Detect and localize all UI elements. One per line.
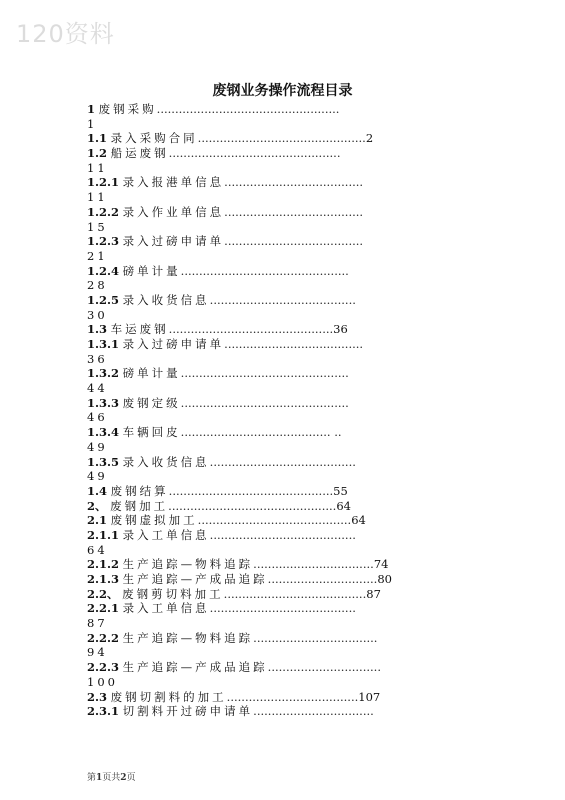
toc-entry-text: 录入过磅申请单 <box>122 337 225 351</box>
toc-entry <box>87 322 487 337</box>
toc-entry-number: 2.2.3 <box>87 660 120 675</box>
toc-entry-leader: ........................................ <box>209 292 356 307</box>
toc-entry-number: 2.2、 <box>87 586 119 601</box>
toc-entry-number: 1.2.1 <box>87 175 120 190</box>
toc-entry-leader: ...................................... <box>224 234 364 249</box>
toc-entry-text: 100 <box>87 674 118 689</box>
toc-entry-leader: ......................................... .. <box>180 425 342 440</box>
toc-entry <box>87 484 487 499</box>
toc-entry-text: 生产追踪—产成品追踪 <box>122 660 268 675</box>
toc-entry-text: 磅单计量 <box>122 263 181 278</box>
document-title: 废钢业务操作流程目录 <box>212 83 353 99</box>
toc-entry-page: 87 <box>366 586 381 601</box>
toc-entry <box>87 425 487 440</box>
toc-entry-text: 30 <box>87 307 108 322</box>
toc-entry-number: 1.3.1 <box>87 337 120 351</box>
toc-entry-text: 44 <box>87 381 108 396</box>
toc-entry <box>87 352 487 367</box>
toc-entry-leader: .............................................. <box>180 263 349 278</box>
toc-entry-text: 废钢采购 <box>98 102 157 116</box>
footer-page-number: 1 <box>96 773 103 783</box>
toc-entry <box>87 117 487 132</box>
toc-entry-leader: ................................. <box>253 557 374 572</box>
toc-entry-number: 2.3 <box>87 689 108 704</box>
toc-entry-text: 录入收货信息 <box>122 292 210 307</box>
toc-entry <box>87 601 487 616</box>
toc-entry-text: 录入报港单信息 <box>122 175 225 190</box>
toc-entry-leader: ............................... <box>267 660 381 675</box>
toc-entry-number: 1.3.3 <box>87 395 120 410</box>
toc-entry-text: 切割料开过磅申请单 <box>122 704 254 719</box>
toc-entry <box>87 499 487 514</box>
toc-entry <box>87 631 487 646</box>
toc-entry-text: 21 <box>87 248 108 263</box>
toc-entry <box>87 440 487 455</box>
toc-entry-number: 1.1 <box>87 131 108 146</box>
toc-entry-text: 车运废钢 <box>110 322 169 337</box>
toc-entry <box>87 220 487 235</box>
toc-entry-text: 录入采购合同 <box>110 131 198 146</box>
toc-entry-number: 2.1.1 <box>87 527 120 542</box>
toc-entry-page: 74 <box>373 557 389 572</box>
toc-entry <box>87 366 487 381</box>
toc-entry-leader: ...................................... <box>224 175 364 190</box>
toc-entry-leader: .............................................. <box>168 498 337 513</box>
toc-entry-page: 55 <box>333 483 348 498</box>
toc-entry-text: 废钢结算 <box>110 483 169 498</box>
toc-entry <box>87 146 487 161</box>
toc-entry <box>87 175 487 190</box>
toc-entry-page: 2 <box>365 131 374 146</box>
toc-entry <box>87 190 487 205</box>
toc-entry-page: 36 <box>333 322 348 337</box>
toc-entry <box>87 572 487 587</box>
toc-entry-leader: .............................................. <box>197 131 366 146</box>
toc-entry-text: 车辆回皮 <box>122 425 181 440</box>
toc-entry <box>87 381 487 396</box>
toc-entry-page: 64 <box>336 498 351 513</box>
toc-entry <box>87 205 487 220</box>
toc-entry <box>87 161 487 176</box>
toc-entry <box>87 102 487 117</box>
toc-entry-leader: ............................................. <box>168 483 334 498</box>
toc-entry-number: 2.2.1 <box>87 601 120 616</box>
toc-entry-leader: .................................... <box>226 689 359 704</box>
toc-entry <box>87 410 487 425</box>
toc-entry <box>87 455 487 470</box>
toc-entry <box>87 469 487 484</box>
toc-entry-text: 1 <box>87 116 98 131</box>
toc-entry-number: 1.4 <box>87 483 108 498</box>
toc-entry-text: 94 <box>87 645 108 660</box>
toc-entry <box>87 513 487 528</box>
toc-entry <box>87 396 487 411</box>
toc-entry-text: 生产追踪—物料追踪 <box>122 630 254 645</box>
toc-entry-text: 15 <box>87 219 108 234</box>
toc-entry-number: 2.2.2 <box>87 630 120 645</box>
toc-entry <box>87 616 487 631</box>
toc-entry <box>87 660 487 675</box>
toc-entry-number: 1.2 <box>87 146 108 161</box>
toc-entry-text: 11 <box>87 190 108 205</box>
footer-prefix: 第 <box>87 773 97 783</box>
toc-entry-text: 船运废钢 <box>110 146 169 161</box>
toc-entry-text: 生产追踪—产成品追踪 <box>122 572 268 586</box>
toc-entry-text: 录入工单信息 <box>122 527 210 542</box>
toc-entry-text: 28 <box>87 278 108 293</box>
toc-entry-text: 64 <box>87 542 108 557</box>
toc-entry <box>87 278 487 293</box>
toc-entry-text: 11 <box>87 160 108 175</box>
toc-entry-leader: ........................................ <box>209 601 356 616</box>
toc-entry-leader: ........................................ <box>209 527 356 542</box>
toc-entry-text: 录入工单信息 <box>122 601 210 616</box>
toc-entry-number: 1.2.4 <box>87 263 120 278</box>
toc-entry-text: 46 <box>87 410 108 425</box>
toc-entry-text: 废钢加工 <box>110 498 169 513</box>
toc-entry-text: 废钢定级 <box>122 395 181 410</box>
toc-entry <box>87 528 487 543</box>
toc-entry-leader: ............................................... <box>168 146 341 161</box>
toc-entry-leader: ................................. <box>253 704 374 719</box>
toc-entry <box>87 690 487 705</box>
toc-entry-leader: .......................................... <box>197 513 352 528</box>
toc-entry-leader: ....................................... <box>223 586 367 601</box>
footer-total-pages: 2 <box>120 773 127 783</box>
toc-entry <box>87 293 487 308</box>
toc-entry-number: 1.3.4 <box>87 425 120 440</box>
toc-entry-text: 录入收货信息 <box>122 454 210 469</box>
toc-entry-number: 1.2.2 <box>87 204 120 219</box>
footer-suffix: 页 <box>126 773 136 783</box>
toc-entry-text: 36 <box>87 351 108 366</box>
toc-entry-text: 录入作业单信息 <box>122 204 225 219</box>
toc-entry <box>87 704 487 719</box>
toc-entry-page: 64 <box>351 513 366 528</box>
toc-entry-text: 87 <box>87 616 108 631</box>
toc-entry-text: 废钢剪切料加工 <box>122 586 224 601</box>
toc-entry <box>87 645 487 660</box>
toc-entry-leader: ...................................... <box>224 337 364 351</box>
footer-mid: 页共 <box>102 773 121 783</box>
toc-entry-leader: .................................. <box>253 630 378 645</box>
toc-entry-leader: .................................................. <box>156 102 340 116</box>
toc-entry-number: 1.2.3 <box>87 234 120 249</box>
toc-entry-page: 80 <box>377 572 392 586</box>
toc-entry <box>87 587 487 602</box>
toc-entry-number: 1.3 <box>87 322 108 337</box>
toc-entry-text: 废钢虚拟加工 <box>110 513 198 528</box>
toc-entry-page: 107 <box>358 689 381 704</box>
toc-entry-number: 2、 <box>87 498 107 513</box>
toc-entry-leader: .............................................. <box>180 395 349 410</box>
toc-entry <box>87 557 487 572</box>
toc-entry-text: 49 <box>87 469 108 484</box>
toc-entry-number: 1.3.5 <box>87 454 120 469</box>
toc-entry-leader: .............................. <box>267 572 378 586</box>
toc-entry-leader: ............................................. <box>168 322 334 337</box>
toc-entry <box>87 131 487 146</box>
toc-entry <box>87 675 487 690</box>
toc-entry-text: 49 <box>87 439 108 454</box>
toc-entry-text: 生产追踪—物料追踪 <box>122 557 254 572</box>
toc-entry <box>87 337 487 352</box>
toc-entry-leader: ...................................... <box>224 204 364 219</box>
table-of-contents <box>87 102 487 719</box>
toc-entry-text: 废钢切割料的加工 <box>110 689 227 704</box>
toc-entry <box>87 308 487 323</box>
toc-entry-number: 2.3.1 <box>87 704 120 719</box>
toc-entry-number: 1.2.5 <box>87 292 120 307</box>
page-footer <box>87 770 136 783</box>
toc-entry-number: 2.1 <box>87 513 108 528</box>
toc-entry-text: 磅单计量 <box>122 366 181 381</box>
toc-entry <box>87 264 487 279</box>
toc-entry-number: 2.1.2 <box>87 557 120 572</box>
toc-entry <box>87 543 487 558</box>
toc-entry <box>87 234 487 249</box>
watermark-logo: 120资料 <box>16 20 115 48</box>
toc-entry-number: 1.3.2 <box>87 366 120 381</box>
toc-entry-number: 1 <box>87 102 96 116</box>
toc-entry-leader: .............................................. <box>180 366 349 381</box>
toc-entry-text: 录入过磅申请单 <box>122 234 225 249</box>
toc-entry-number: 2.1.3 <box>87 572 120 586</box>
toc-entry <box>87 249 487 264</box>
toc-entry-leader: ........................................ <box>209 454 356 469</box>
